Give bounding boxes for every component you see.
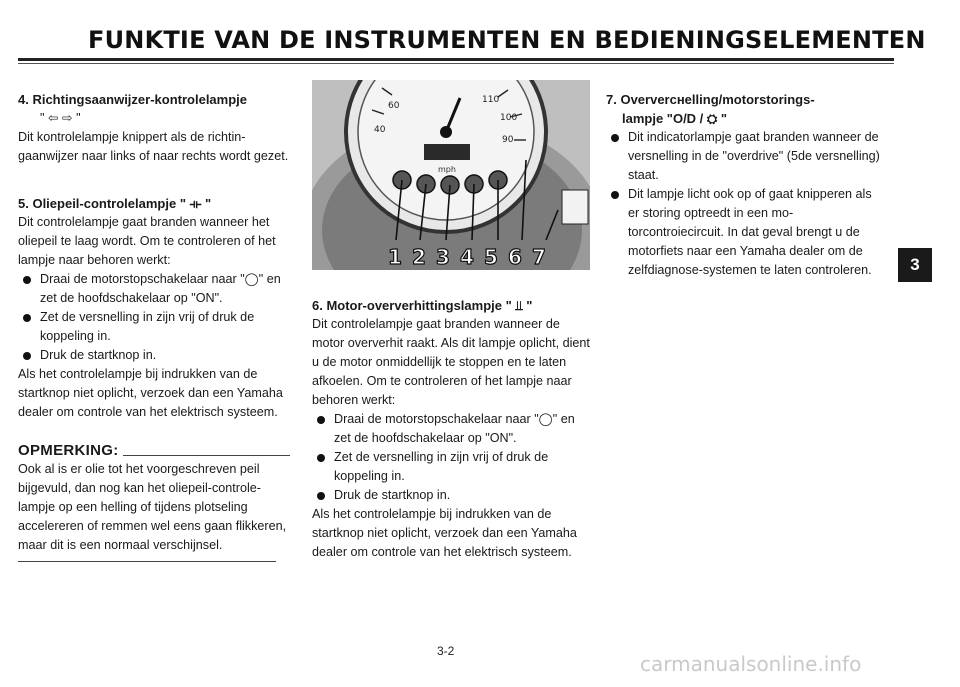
section-5-title: 5. Oliepeil-controlelampje " ⟛ " <box>18 196 212 211</box>
header-rule <box>18 58 894 61</box>
list-item: Dit lampje licht ook op of gaat knipperen als er storing optreedt in een motorcontroiecircuit. In dat geval brengt u de motorfiets naar een Yamaha dealer om de zelfdiagnose-systemen te laten controleren. <box>606 185 882 280</box>
left-column <box>18 90 290 562</box>
callout-4: 4 <box>460 245 474 269</box>
list-item: Zet de versnelling in zijn vrij of druk de koppeling in. <box>18 308 290 346</box>
svg-text:90: 90 <box>502 135 514 145</box>
note-end-rule <box>18 561 276 562</box>
list-item: Druk de startknop in. <box>312 486 590 505</box>
callout-5: 5 <box>484 245 498 269</box>
svg-text:60: 60 <box>388 101 400 111</box>
callout-6: 6 <box>508 245 522 269</box>
list-item: Druk de startknop in. <box>18 346 290 365</box>
section-7-title: 7. Oververснelling/motorstorings- <box>606 92 815 107</box>
chapter-tab: 3 <box>898 248 932 282</box>
section-5-after: Als het controlelampje bij indrukken van de startknop niet oplicht, verzoek dan een Yamaha dealer om controle van het elektrisch systeem. <box>18 367 283 419</box>
section-7-title-2: lampje "O/D / ⛭ " <box>622 111 728 126</box>
gauge-unit-label: mph <box>438 165 456 174</box>
note-heading <box>18 441 290 460</box>
speedometer-illustration <box>312 80 590 270</box>
speedometer-drawing <box>312 80 590 270</box>
callout-1: 1 <box>388 245 402 269</box>
svg-text:40: 40 <box>374 125 386 135</box>
section-5-body: Dit controlelampje gaat branden wanneer het oliepeil te laag wordt. Om te controleren of het lampje naar behoren werkt: <box>18 215 276 267</box>
middle-column <box>312 296 590 562</box>
header-rule-thin <box>18 63 894 64</box>
callout-3: 3 <box>436 245 450 269</box>
callout-7: 7 <box>532 245 546 269</box>
section-4-body: Dit kontrolelampje knippert als de richtingaanwijzer naar links of naar rechts wordt gezet. <box>18 130 289 163</box>
svg-text:100: 100 <box>500 113 518 123</box>
section-6-after: Als het controlelampje bij indrukken van de startknop niet oplicht, verzoek dan een Yamaha dealer om controle van het elektrisch systeem. <box>312 507 577 559</box>
page-number: 3-2 <box>437 644 455 658</box>
callout-2: 2 <box>412 245 426 269</box>
list-item: Zet de versnelling in zijn vrij of druk de koppeling in. <box>312 448 590 486</box>
list-item: Draai de motorstopschakelaar naar "◯" en zet de hoofdschakelaar op "ON". <box>18 270 290 308</box>
note-title: OPMERKING: <box>18 442 119 459</box>
page-title: FUNKTIE VAN DE INSTRUMENTEN EN BEDIENINGSELEMENTEN <box>88 26 926 54</box>
note-body: Ook al is er olie tot het voorgeschreven peil bijgevuld, dan nog kan het oliepeil-controlelampje op een helling of tijdens plotseling accelereren of remmen wel eens gaan flikkeren, maar dit is een normaal verschijnsel. <box>18 462 287 552</box>
list-item: Dit indicatorlampje gaat branden wanneer de versnelling in de "overdrive" (5de versnelling) staat. <box>606 128 882 185</box>
section-4-title: 4. Richtingsaanwijzer-kontrolelampje <box>18 92 247 107</box>
list-item: Draai de motorstopschakelaar naar "◯" en zet de hoofdschakelaar op "ON". <box>312 410 590 448</box>
turn-signal-symbol: " ⇦ ⇨ " <box>40 111 81 125</box>
section-6-body: Dit controlelampje gaat branden wanneer de motor oververhit raakt. Als dit lampje oplicht, dient u de motor onmiddellijk te stoppen en te laten afkoelen. Om te controleren of het lampje naar behoren werkt: <box>312 317 590 407</box>
section-6-title: 6. Motor-oververhittingslampje " ⫫ " <box>312 298 533 313</box>
watermark: carmanualsonline.info <box>640 652 862 676</box>
svg-text:110: 110 <box>482 95 500 105</box>
right-column <box>606 90 882 280</box>
